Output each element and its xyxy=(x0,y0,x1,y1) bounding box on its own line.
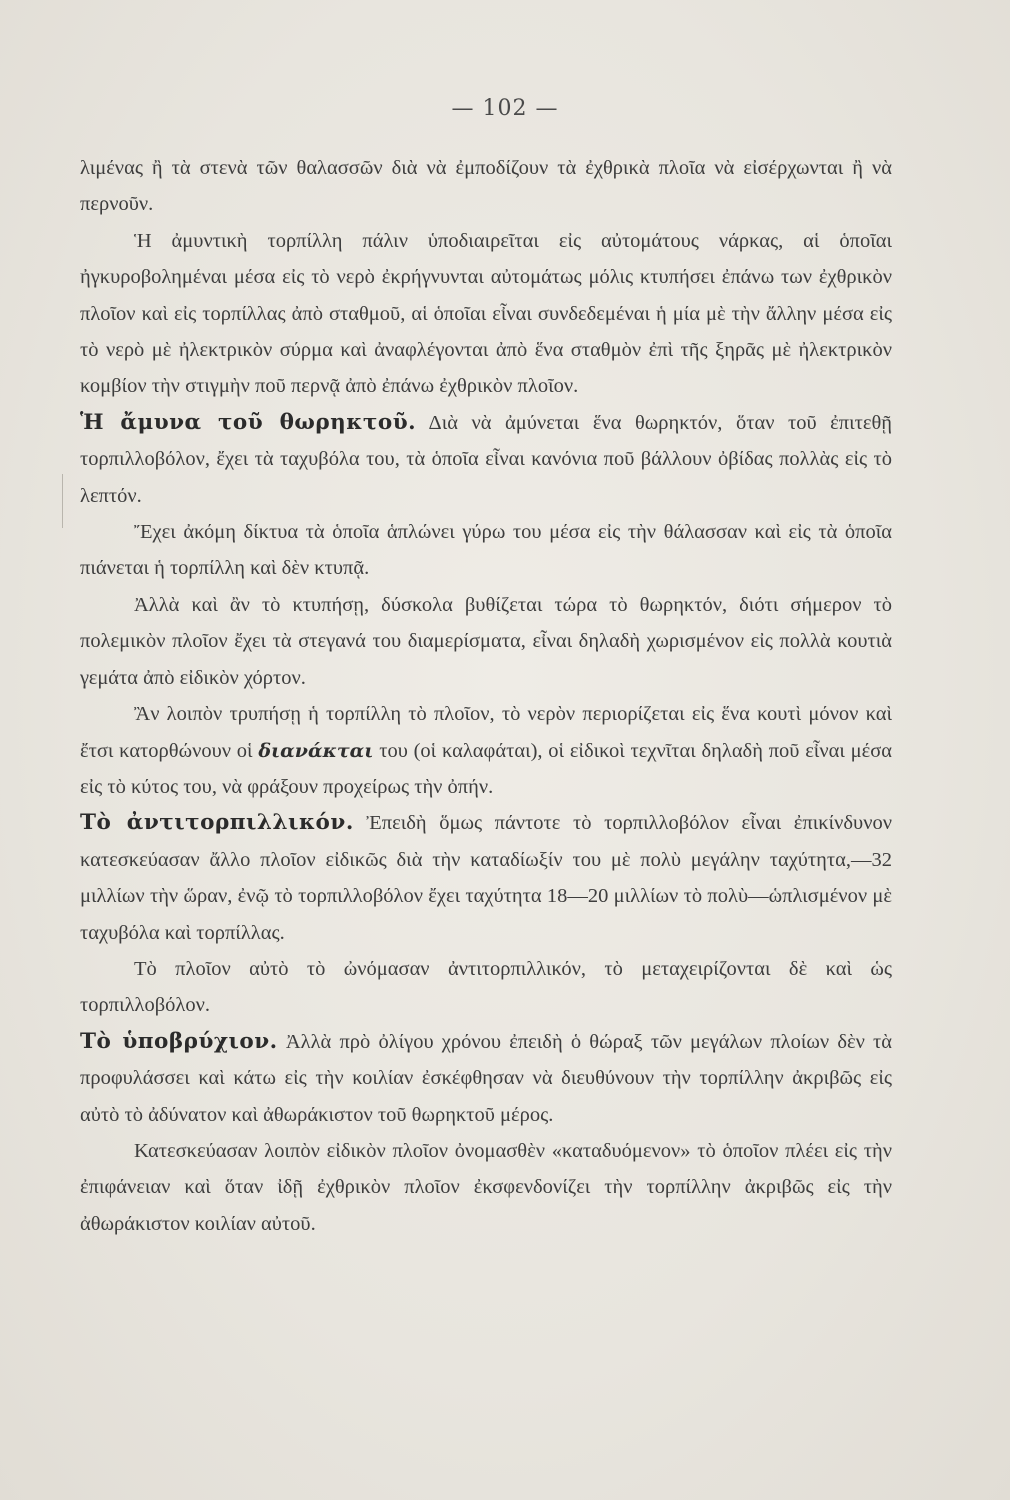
paragraph-text: Ἀλλὰ καὶ ἂν τὸ κτυπήσῃ, δύσκολα βυθίζεται τώρα τὸ θωρηκτόν, διότι σήμερον τὸ πολεμικὸν πλοῖον ἔχει τὰ στεγανά του διαμερίσματα, εἶναι δηλαδὴ χωρισμένον εἰς πολλὰ κουτιὰ γεμάτα ἀπὸ εἰδικὸν χόρτον. xyxy=(80,593,892,689)
paragraph-text: Ἐπειδὴ ὅμως πάντοτε τὸ τορπιλλοβόλον εἶναι ἐπικίνδυνον κατεσκεύασαν ἄλλο πλοῖον εἰδικῶς διὰ τὴν καταδίωξίν του μὲ πολὺ μεγάλην ταχύτητα,—32 μιλλίων τὴν ὥραν, ἐνῷ τὸ τορπιλλοβόλον ἔχει ταχύτητα 18—20 μιλλίων τὸ πολὺ—ὡπλισμένον μὲ ταχυβόλα καὶ τορπίλλας. xyxy=(80,812,892,944)
paragraph-text: του (οἱ καλαφάται), οἱ εἰδικοὶ τεχνῖται δηλαδὴ ποῦ εἶναι μέσα εἰς τὸ κύτος του, νὰ φράξουν προχείρως τὴν ὀπήν. xyxy=(80,739,892,798)
paragraph-nets xyxy=(80,514,892,587)
paragraph-battleship-defense xyxy=(80,405,892,514)
section-heading: Τὸ ἀντιτορπιλλικόν. xyxy=(80,810,354,836)
margin-mark xyxy=(62,474,63,528)
page-number: — 102 — xyxy=(451,96,559,121)
paragraph-continuation xyxy=(80,150,892,223)
paragraph-defensive-torpedo xyxy=(80,223,892,405)
emphasized-term: διανάκται xyxy=(258,739,374,762)
paragraph-text: Κατεσκεύασαν λοιπὸν εἰδικὸν πλοῖον ὀνομασθὲν «καταδυόμενον» τὸ ὁποῖον πλέει εἰς τὴν ἐπιφάνειαν καὶ ὅταν ἰδῇ ἐχθρικὸν πλοῖον ἐκσφενδονίζει τὴν τορπίλλην ἀκριβῶς εἰς τὴν ἀθωράκιστον κοιλίαν αὐτοῦ. xyxy=(80,1139,892,1235)
paragraph-text: Ἂν λοιπὸν τρυπήσῃ ἡ τορπίλλη τὸ πλοῖον, τὸ νερὸν περιορίζεται εἰς ἕνα κουτὶ μόνον καὶ ἔτσι κατορθώνουν οἱ xyxy=(80,703,892,762)
paragraph-text: Ἡ ἀμυντικὴ τορπίλλη πάλιν ὑποδιαιρεῖται εἰς αὐτομάτους νάρκας, αἱ ὁποῖαι ἠγκυροβολημέναι μέσα εἰς τὸ νερὸ ἐκρήγνυνται αὐτομάτως μόλις κτυπήσει ἐπάνω των ἐχθρικὸν πλοῖον καὶ εἰς τορπίλλας ἀπὸ σταθμοῦ, αἱ ὁποῖαι εἶναι συνδεδεμέναι ἡ μία μὲ τὴν ἄλλην μέσα εἰς τὸ νερὸ μὲ ἠλεκτρικὸν σύρμα καὶ ἀναφλέγονται ἀπὸ ἕνα σταθμὸν ἐπὶ τῆς ξηρᾶς μὲ ἠλεκτρικὸν κομβίον τὴν στιγμὴν ποῦ περνᾷ ἀπὸ ἐπάνω ἐχθρικὸν πλοῖον. xyxy=(80,229,892,398)
body-text xyxy=(80,150,892,1242)
paragraph-text: Ἀλλὰ πρὸ ὀλίγου χρόνου ἐπειδὴ ὁ θώραξ τῶν μεγάλων πλοίων δὲν τὰ προφυλάσσει καὶ κάτω εἰς τὴν κοιλίαν ἐσκέφθησαν νὰ διευθύνουν τὴν τορπίλλην ἀκριβῶς εἰς αὐτὸ τὸ ἀδύνατον καὶ ἀθωράκιστον τοῦ θωρηκτοῦ μέρος. xyxy=(80,1030,893,1126)
paragraph-text: λιμένας ἢ τὰ στενὰ τῶν θαλασσῶν διὰ νὰ ἐμποδίζουν τὰ ἐχθρικὰ πλοῖα νὰ εἰσέρχωνται ἢ νὰ περνοῦν. xyxy=(80,157,892,216)
section-heading: Τὸ ὑποβρύχιον. xyxy=(80,1028,278,1054)
paragraph-submersible xyxy=(80,1133,892,1242)
paragraph-submarine xyxy=(80,1024,892,1133)
paragraph-repair xyxy=(80,696,892,805)
paragraph-destroyer xyxy=(80,805,892,951)
paragraph-text: Διὰ νὰ ἀμύνεται ἕνα θωρηκτόν, ὅταν τοῦ ἐπιτεθῇ τορπιλλοβόλον, ἔχει τὰ ταχυβόλα του, τὰ ὁποῖα εἶναι κανόνια ποῦ βάλλουν ὀβίδας πολλὰς εἰς τὸ λεπτόν. xyxy=(80,411,893,507)
paragraph-watertight xyxy=(80,587,892,696)
section-heading: Ἡ ἄμυνα τοῦ θωρηκτοῦ. xyxy=(80,409,417,435)
paragraph-text: Τὸ πλοῖον αὐτὸ τὸ ὠνόμασαν ἀντιτορπιλλικόν, τὸ μεταχειρίζονται δὲ καὶ ὡς τορπιλλοβόλον. xyxy=(80,957,892,1017)
paragraph-text: Ἔχει ἀκόμη δίκτυα τὰ ὁποῖα ἁπλώνει γύρω του μέσα εἰς τὴν θάλασσαν καὶ εἰς τὰ ὁποῖα πιάνεται ἡ τορπίλλη καὶ δὲν κτυπᾷ. xyxy=(80,521,892,580)
paragraph-destroyer-name xyxy=(80,951,892,1024)
